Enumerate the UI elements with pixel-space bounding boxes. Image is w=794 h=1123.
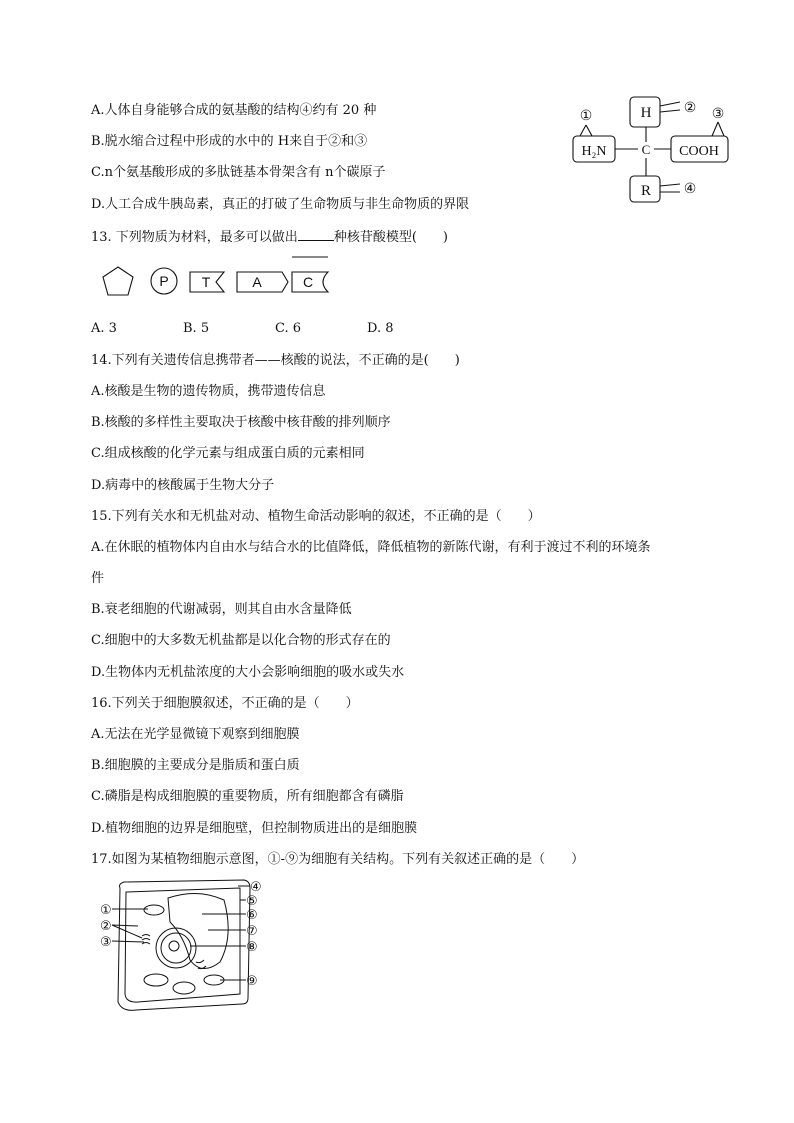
cell-membrane (125, 888, 240, 1002)
cell-mark-2: ② (100, 919, 112, 934)
cell-mark-7: ⑦ (246, 924, 258, 939)
callout-4 (660, 184, 680, 192)
cell-mark-1: ① (100, 903, 112, 918)
mark-4: ④ (683, 182, 697, 197)
q13-option-c: C. 6 (275, 321, 302, 336)
pentose-sugar-shape (103, 267, 133, 295)
base-a-shape (237, 272, 288, 292)
mark-2: ② (683, 101, 697, 116)
q16-option-d: D.植物细胞的边界是细胞壁，但控制物质进出的是细胞膜 (91, 821, 418, 836)
cell-wall (118, 880, 250, 1010)
vacuole (168, 893, 228, 968)
q13-option-a: A. 3 (91, 321, 117, 336)
q12-option-d: D.人工合成牛胰岛素，真正的打破了生命物质与非生命物质的界限 (91, 197, 470, 212)
amino-acid-structure-figure (568, 92, 738, 207)
cell-mark-4: ④ (250, 880, 262, 895)
q15-option-a-line2: 件 (91, 571, 105, 586)
q13-blank (298, 228, 334, 241)
r-label: R (640, 183, 652, 199)
q12-option-b: B.脱水缩合过程中形成的水中的 H来自于②和③ (91, 134, 368, 149)
q16-option-a: A.无法在光学显微镜下观察到细胞膜 (91, 727, 300, 742)
mark-3: ③ (711, 107, 725, 122)
nucleus (156, 928, 196, 968)
base-a-label: A (252, 274, 262, 290)
phosphate-label: P (159, 273, 169, 289)
cell-mark-3: ③ (100, 935, 112, 950)
q14-option-c: C.组成核酸的化学元素与组成蛋白质的元素相同 (91, 446, 365, 461)
q13-stem (91, 228, 448, 247)
q15-option-d: D.生物体内无机盐浓度的大小会影响细胞的吸水或失水 (91, 665, 405, 680)
cell-mark-6: ⑥ (246, 908, 258, 923)
chloroplast (144, 905, 164, 915)
golgi (142, 935, 150, 945)
q16-stem: 16.下列关于细胞膜叙述，不正确的是（ ） (91, 696, 359, 711)
cell-mark-9: ⑨ (246, 974, 258, 989)
alpha-carbon-label: C (641, 142, 651, 157)
q14-option-d: D.病毒中的核酸属于生物大分子 (91, 478, 275, 493)
callout-1 (580, 125, 592, 136)
mark-1: ① (579, 109, 593, 124)
q14-option-b: B.核酸的多样性主要取决于核酸中核苷酸的排列顺序 (91, 415, 391, 430)
q15-stem: 15.下列有关水和无机盐对动、植物生命活动影响的叙述，不正确的是（ ） (91, 509, 541, 524)
q13-stem-pre: 13. 下列物质为材料，最多可以做出 (91, 230, 298, 245)
cooh-label: COOH (679, 144, 719, 159)
q15-option-a-line1: A.在休眠的植物体内自由水与结合水的比值降低，降低植物的新陈代谢，有利于渡过不利的环境条 (91, 540, 651, 555)
q16-option-c: C.磷脂是构成细胞膜的重要物质，所有细胞都含有磷脂 (91, 789, 404, 804)
q13-options (91, 320, 459, 338)
callout-2 (660, 102, 680, 112)
nucleolus (169, 941, 179, 951)
base-c-label: C (302, 274, 314, 290)
q16-option-b: B.细胞膜的主要成分是脂质和蛋白质 (91, 758, 300, 773)
cell-mark-5: ⑤ (246, 894, 258, 909)
q13-stem-post: 种核苷酸模型( ) (333, 230, 448, 245)
q15-option-c: C.细胞中的大多数无机盐都是以化合物的形式存在的 (91, 633, 391, 648)
q17-stem: 17.如图为某植物细胞示意图，①-⑨为细胞有关结构。下列有关叙述正确的是（ ） (91, 852, 585, 867)
base-t-label: T (201, 274, 211, 290)
nucleotide-materials-figure (100, 254, 340, 304)
q13-option-d: D. 8 (367, 321, 394, 336)
plant-cell-figure (98, 876, 268, 1016)
cell-mark-8: ⑧ (246, 940, 258, 955)
callout-3 (712, 122, 724, 136)
q13-option-b: B. 5 (183, 321, 210, 336)
h-label: H (640, 105, 652, 121)
q15-option-b: B.衰老细胞的代谢减弱，则其自由水含量降低 (91, 602, 352, 617)
q14-option-a: A.核酸是生物的遗传物质，携带遗传信息 (91, 384, 326, 399)
q14-stem: 14.下列有关遗传信息携带者——核酸的说法，不正确的是( ) (91, 353, 460, 368)
q12-option-c: C.n个氨基酸形成的多肽链基本骨架含有 n个碳原子 (91, 165, 386, 180)
q12-option-a: A.人体自身能够合成的氨基酸的结构④约有 20 种 (91, 103, 377, 118)
h2n-label: H₂N (581, 144, 607, 159)
